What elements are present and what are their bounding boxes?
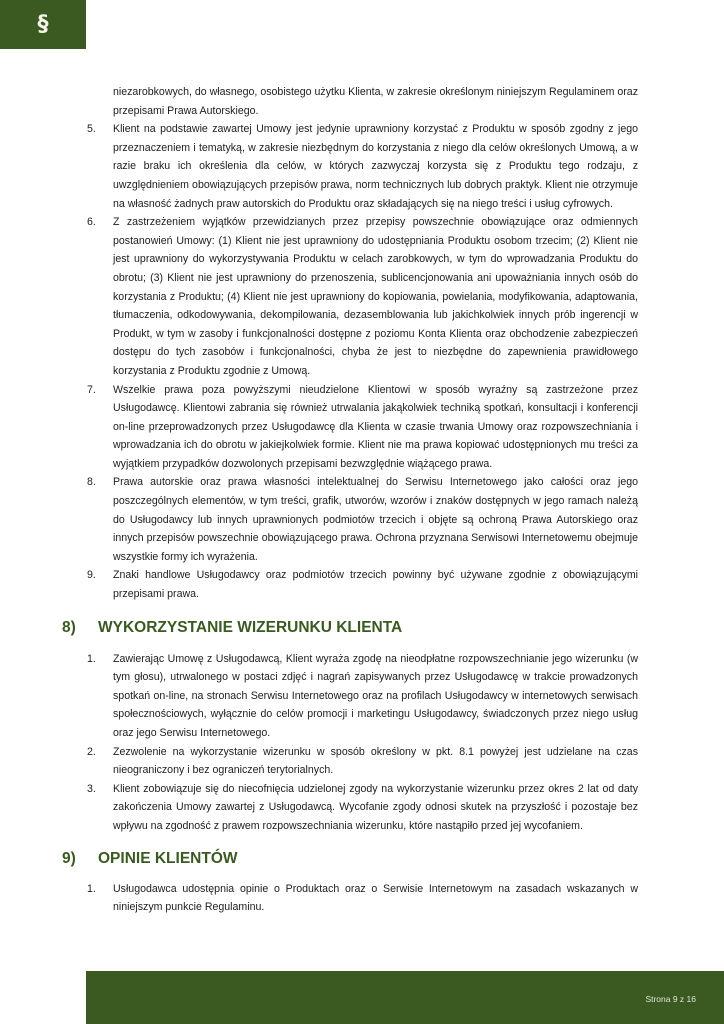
list-item [87,566,638,603]
continuation-paragraph: niezarobkowych, do własnego, osobistego użytku Klienta, w zakresie określonym niniejszym Regulaminem oraz przepisami Prawa Autorskiego. [113,86,638,117]
item-text: Klient na podstawie zawartej Umowy jest jedynie uprawniony korzystać z Produktu w sposób zgodny z jego przeznaczeniem i tematyką, w zakresie niezbędnym do korzystania z niego dla celów określonych Umową, a w razie braku ich określenia dla celów, w których zazwyczaj korzysta się z Produktu tego rodzaju, z uwzględnieniem obowiązujących przepisów prawa, norm technicznych lub dobrych praktyk. Klient nie otrzymuje na własność żadnych praw autorskich do Produktu oraz składających się na niego treści i usług cyfrowych. [113,123,638,210]
document-body [0,83,724,917]
footer-band [86,971,724,1024]
section-number: 8) [62,618,76,636]
item-number: 1. [87,652,96,665]
item-number: 6. [87,216,96,229]
item-number: 2. [87,745,96,758]
section-9-list [0,880,724,917]
section-title: WYKORZYSTANIE WIZERUNKU KLIENTA [98,618,403,636]
list-item [87,213,638,380]
list-item [87,381,638,474]
list-item [87,743,638,780]
item-text: Prawa autorskie oraz prawa własności intelektualnej do Serwisu Internetowego jako całości oraz jego poszczególnych elementów, w tym treści, grafik, utworów, wzorów i znaków dostępnych w jego ramach należą do Usługodawcy lub innych uprawnionych podmiotów trzecich i objęte są ochroną Prawa Autorskiego oraz innych przepisów powszechnie obowiązującego prawa. Ochrona przyznana Serwisowi Internetowemu obejmuje wszystkie formy ich wyrażenia. [113,476,638,563]
item-number: 7. [87,383,96,396]
list-item [87,120,638,213]
item-text: Znaki handlowe Usługodawcy oraz podmiotów trzecich powinny być używane zgodnie z obowiązującymi przepisami prawa. [113,569,638,601]
item-number: 5. [87,123,96,136]
item-text: Zezwolenie na wykorzystanie wizerunku w sposób określony w pkt. 8.1 powyżej jest udzielane na czas nieograniczony i bez ograniczeń terytorialnych. [113,745,638,777]
section-7-list [0,120,724,603]
section-number: 9) [62,849,76,867]
list-item [87,473,638,566]
item-text: Klient zobowiązuje się do niecofnięcia udzielonej zgody na wykorzystanie wizerunku przez okres 2 lat od daty zakończenia Umowy zawartej z Usługodawcą. Wycofanie zgody odnosi skutek na przyszłość i pozostaje bez wpływu na zgodność z prawem rozpowszechniania wizerunku, które nastąpiło przed jej wycofaniem. [113,782,638,832]
item-text: Wszelkie prawa poza powyższymi nieudzielone Klientowi w sposób wyraźny są zastrzeżone przez Usługodawcę. Klientowi zabrania się również utrwalania jakąkolwiek techniką spotkań, konsultacji i konferencji on-line przeprowadzonych przez Usługodawcę dla Klienta w czasie trwania Umowy oraz rozpowszechniania i wprowadzania ich do obrotu w jakiejkolwiek formie. Klient nie ma prawa kopiować udostępnionych mu treści za wyjątkiem przypadków dozwolonych przepisami bezwzględnie wiążącego prawa. [113,383,638,470]
list-item [87,880,638,917]
section-sign-icon: § [37,11,49,37]
section-title: OPINIE KLIENTÓW [98,849,238,867]
item-number: 3. [87,782,96,795]
item-number: 8. [87,476,96,489]
section-heading-9 [62,849,724,869]
list-item [87,650,638,743]
item-text: Zawierając Umowę z Usługodawcą, Klient wyraża zgodę na nieodpłatne rozpowszechnianie jego wizerunku (w tym głosu), utrwalonego w postaci zdjęć i nagrań zapisywanych przez Usługodawcę w trakcie prowadzonych spotkań on-line, na stronach Serwisu Internetowego oraz na profilach Usługodawcy w internetowych serwisach społecznościowych, wyłącznie do celów promocji i marketingu Usługodawcy, świadczonych przez niego usług oraz jego Serwisu Internetowego. [113,652,638,739]
list-item [87,780,638,836]
item-number: 1. [87,882,96,895]
item-text: Z zastrzeżeniem wyjątków przewidzianych przez przepisy powszechnie obowiązujące oraz odmiennych postanowień Umowy: (1) Klient nie jest uprawniony do udostępniania Produktu osobom trzecim; (2) Klient nie jest uprawniony do wykorzystywania Produktu w celach zarobkowych, w tym do wprowadzania Produktu do obrotu; (3) Klient nie jest uprawniony do przenoszenia, sublicencjonowania ani upoważniania innych osób do korzystania z Produktu; (4) Klient nie jest uprawniony do kopiowania, powielania, modyfikowania, adaptowania, tłumaczenia, odkodowywania, dekompilowania, dezasemblowania lub jakichkolwiek innych prób ingerencji w Produkt, w tym w zasoby i funkcjonalności dostępne z poziomu Konta Klienta oraz obchodzenie zabezpieczeń dostępu do tych zasobów i funkcjonalności, chyba że jest to niezbędne do zapewnienia prawidłowego korzystania z Produktu zgodnie z Umową. [113,216,638,377]
header-section-box [0,0,86,49]
section-heading-8 [62,618,724,638]
page-number: Strona 9 z 16 [645,994,696,1004]
section-8-list [0,650,724,836]
item-number: 9. [87,569,96,582]
item-text: Usługodawca udostępnia opinie o Produktach oraz o Serwisie Internetowym na zasadach wskazanych w niniejszym punkcie Regulaminu. [113,882,638,914]
